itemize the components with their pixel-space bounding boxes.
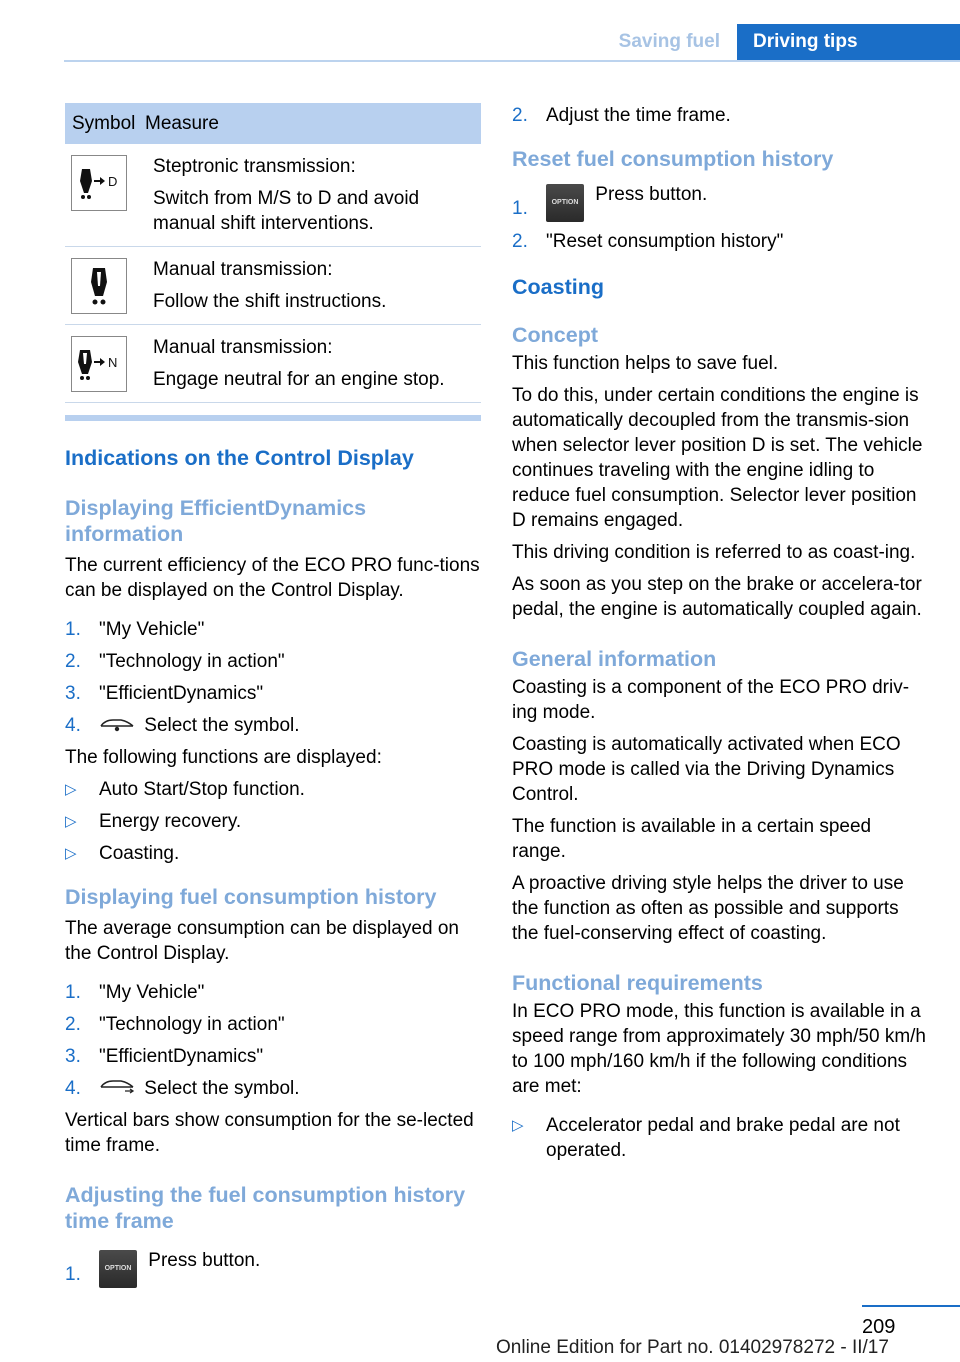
list-item: ▷ Accelerator pedal and brake pedal are not operated. bbox=[512, 1115, 900, 1161]
option-button-icon: OPTION bbox=[99, 1250, 137, 1288]
measure-line: Manual transmission: bbox=[153, 337, 333, 358]
paragraph: Coasting is a component of the ECO PRO driv‐ing mode. bbox=[512, 677, 910, 723]
list-item: ▷ Coasting. bbox=[65, 843, 180, 864]
page-header bbox=[0, 0, 960, 62]
paragraph: To do this, under certain conditions the engine is automatically decoupled from the transmis‐sion when selector lever position D is set. The vehicle continues traveling with the engine idling to reduce fuel consumption. Selector lever position D remains engaged. bbox=[512, 385, 923, 531]
heading-coasting: Coasting bbox=[512, 275, 604, 299]
header-chapter-tab: Driving tips bbox=[737, 24, 960, 62]
paragraph: This driving condition is referred to as coast‐ing. bbox=[512, 542, 916, 563]
list-item: ▷ Auto Start/Stop function. bbox=[65, 779, 305, 800]
paragraph: The average consumption can be displayed on the Control Display. bbox=[65, 918, 459, 964]
heading-general: General information bbox=[512, 647, 717, 671]
table-row bbox=[65, 325, 481, 403]
steps-list bbox=[65, 1248, 481, 1288]
list-item: 1. OPTION Press button. bbox=[65, 1248, 481, 1288]
col-header-measure: Measure bbox=[145, 103, 481, 144]
measure-line: Steptronic transmission: bbox=[153, 156, 356, 177]
list-item: 1. OPTION Press button. bbox=[512, 182, 928, 222]
list-item: 3. "EfficientDynamics" bbox=[65, 1046, 264, 1067]
paragraph: As soon as you step on the brake or accelera‐tor pedal, the engine is automatically coupled again. bbox=[512, 574, 922, 620]
heading-adjusting: Adjusting the fuel consumption history time frame bbox=[65, 1183, 466, 1233]
car-efficiency-icon bbox=[99, 716, 135, 732]
paragraph: A proactive driving style helps the driver to use the function as often as possible and supports the fuel-conserving effect of coasting. bbox=[512, 873, 904, 944]
heading-reset: Reset fuel consumption history bbox=[512, 147, 834, 171]
steps-list bbox=[512, 182, 928, 254]
paragraph: The current efficiency of the ECO PRO func‐tions can be displayed on the Control Display. bbox=[65, 555, 480, 601]
heading-history: Displaying fuel consumption history bbox=[65, 885, 437, 909]
list-item: 4. Select the symbol. bbox=[65, 1078, 300, 1099]
manual-shift-icon bbox=[71, 258, 127, 314]
svg-text:D: D bbox=[108, 174, 118, 189]
measure-line: Engage neutral for an engine stop. bbox=[153, 369, 445, 390]
car-history-icon bbox=[99, 1079, 135, 1095]
list-item: ▷ Energy recovery. bbox=[65, 811, 242, 832]
list-item: 4. Select the symbol. bbox=[65, 715, 300, 736]
symbol-measure-table bbox=[65, 103, 481, 403]
heading-displaying-info: Displaying EfficientDynamics information bbox=[65, 496, 367, 546]
bullet-list bbox=[512, 1113, 928, 1163]
paragraph: Coasting is automatically activated when ECO PRO mode is called via the Driving Dynamics Control. bbox=[512, 734, 901, 805]
list-item: 1. "My Vehicle" bbox=[65, 619, 205, 640]
option-button-icon: OPTION bbox=[546, 184, 584, 222]
list-item: 2. Adjust the time frame. bbox=[512, 105, 731, 126]
measure-line: Manual transmission: bbox=[153, 259, 333, 280]
table-header-row bbox=[65, 103, 481, 144]
list-item: 1. "My Vehicle" bbox=[65, 982, 205, 1003]
right-column bbox=[512, 103, 928, 1170]
paragraph: The following functions are displayed: bbox=[65, 747, 382, 768]
paragraph: This function helps to save fuel. bbox=[512, 353, 779, 374]
measure-line: Switch from M/S to D and avoid manual shift interventions. bbox=[153, 188, 420, 234]
list-item: 2. "Technology in action" bbox=[65, 1014, 285, 1035]
list-item: 2. "Technology in action" bbox=[65, 651, 285, 672]
steptronic-D-icon bbox=[71, 155, 127, 211]
heading-concept: Concept bbox=[512, 323, 598, 347]
table-row bbox=[65, 247, 481, 325]
steps-list bbox=[65, 980, 481, 1101]
header-section-title: Saving fuel bbox=[618, 31, 720, 52]
steps-list bbox=[512, 103, 928, 128]
bullet-list bbox=[65, 777, 481, 866]
measure-line: Follow the shift instructions. bbox=[153, 291, 387, 312]
list-item: 2. "Reset consumption history" bbox=[512, 231, 784, 252]
heading-functional: Functional requirements bbox=[512, 971, 763, 995]
table-row bbox=[65, 144, 481, 247]
heading-indications: Indications on the Control Display bbox=[65, 446, 414, 470]
paragraph: In ECO PRO mode, this function is available in a speed range from approximately 30 mph/50 km/h to 100 mph/160 km/h if the following conditions are met: bbox=[512, 1001, 926, 1097]
col-header-symbol: Symbol bbox=[65, 103, 145, 144]
manual-neutral-N-icon bbox=[71, 336, 127, 392]
svg-text:N: N bbox=[108, 355, 118, 370]
page-number: 209 bbox=[862, 1316, 896, 1338]
footer-edition: Online Edition for Part no. 01402978272 - II/17 bbox=[496, 1337, 889, 1358]
left-column bbox=[65, 103, 481, 1295]
page-number-rule bbox=[862, 1305, 960, 1307]
table-bottom-rule bbox=[65, 415, 481, 421]
list-item: 3. "EfficientDynamics" bbox=[65, 683, 264, 704]
steps-list bbox=[65, 617, 481, 738]
paragraph: The function is available in a certain speed range. bbox=[512, 816, 872, 862]
paragraph: Vertical bars show consumption for the se‐lected time frame. bbox=[65, 1110, 474, 1156]
header-rule bbox=[64, 60, 960, 62]
